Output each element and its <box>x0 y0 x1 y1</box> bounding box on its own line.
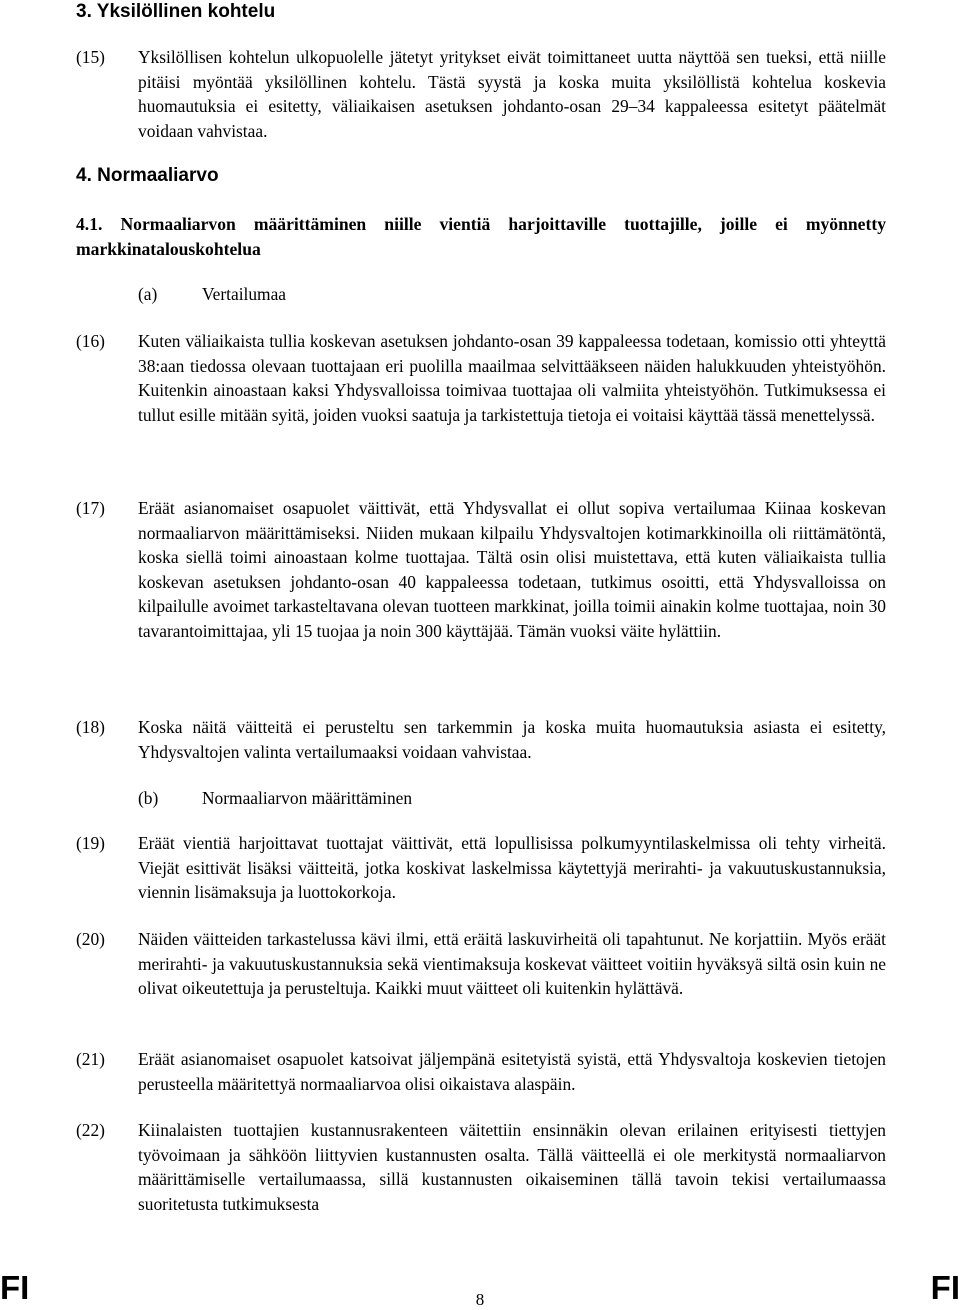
footer-language-left: FI <box>0 1269 30 1306</box>
paragraph-16 <box>76 329 886 427</box>
paragraph-text: Eräät asianomaiset osapuolet katsoivat jäljempänä esitetyistä syistä, että Yhdysvaltoja koskevien tietojen perusteella määritettyä normaaliarvoa olisi oikaistava alaspäin. <box>138 1049 886 1094</box>
paragraph-15 <box>76 45 886 143</box>
paragraph-text: Kiinalaisten tuottajien kustannusrakenteen väitettiin ensinnäkin olevan erilainen erityisesti tiettyjen työvoimaan ja sähköön liittyvien kustannusten osalta. Tällä väitteellä ei ole merkitystä normaaliarvon määrittämiselle vertailumaassa, sillä kustannusten oikaiseminen tällä tavoin tekisi vertailumaassa suoritetusta tutkimuksesta <box>138 1120 886 1214</box>
paragraph-number: (16) <box>76 331 105 351</box>
paragraph-17 <box>76 496 886 643</box>
footer-language-right: FI <box>930 1269 960 1306</box>
paragraph-number: (15) <box>76 47 105 67</box>
paragraph-18 <box>76 715 886 764</box>
paragraph-number: (21) <box>76 1049 105 1069</box>
paragraph-number: (18) <box>76 717 105 737</box>
paragraph-19 <box>76 831 886 905</box>
subsection-label: (a) <box>138 284 158 304</box>
paragraph-text: Kuten väliaikaista tullia koskevan asetuksen johdanto-osan 39 kappaleessa todetaan, komissio otti yhteyttä 38:aan tiedossa olevaan tuottajaan eri puolilla maailmaa selvittääkseen näiden halukkuuden yhteistyöhön. Kuitenkin ainoastaan kaksi Yhdysvalloissa toimivaa tuottajaa oli valmiita yhteistyöhön. Tutkimuksessa ei tullut esille mitään syitä, joiden vuoksi saatuja ja tarkistettuja tietoja ei voitaisi käyttää tässä menettelyssä. <box>138 331 886 425</box>
paragraph-text: Yksilöllisen kohtelun ulkopuolelle jätetyt yritykset eivät toimittaneet uutta näyttöä sen tueksi, että niille pitäisi myöntää yksilöllinen kohtelu. Tästä syystä ja koska muita yksilöllistä kohtelua koskevia huomautuksia ei esitetty, väliaikaisen asetuksen johdanto-osan 29–34 kappaleessa esitetyt päätelmät voidaan vahvistaa. <box>138 47 886 141</box>
section-3-heading: 3. Yksilöllinen kohtelu <box>76 1 276 22</box>
subsection-label: (b) <box>138 788 159 808</box>
paragraph-text: Koska näitä väitteitä ei perusteltu sen tarkemmin ja koska muita huomautuksia asiasta ei esitetty, Yhdysvaltojen valinta vertailumaaksi voidaan vahvistaa. <box>138 717 886 762</box>
paragraph-number: (22) <box>76 1120 105 1140</box>
subsection-title: Normaaliarvon määrittäminen <box>202 788 413 808</box>
paragraph-text: Näiden väitteiden tarkastelussa kävi ilmi, että eräitä laskuvirheitä oli tapahtunut. Ne korjattiin. Myös eräät merirahti- ja vakuutuskustannuksia sekä vientimaksuja koskevat väitteet voitiin hyväksyä siltä osin kuin ne olivat oikeutettuja ja perusteltuja. Kaikki muut väitteet oli kuitenkin hylättävä. <box>138 929 886 998</box>
paragraph-number: (17) <box>76 498 105 518</box>
paragraph-text: Eräät vientiä harjoittavat tuottajat väittivät, että lopullisissa polkumyyntilaskelmissa oli tehty virheitä. Viejät esittivät lisäksi väitteitä, jotka koskivat laskelmissa käytettyjä merirahti- ja vakuutuskustannuksia, viennin lisämaksuja ja luottokorkoja. <box>138 833 886 902</box>
section-4-heading: 4. Normaaliarvo <box>76 165 219 186</box>
page-number: 8 <box>475 1290 485 1309</box>
paragraph-22 <box>76 1118 886 1216</box>
paragraph-21 <box>76 1047 886 1096</box>
subsection-title: Vertailumaa <box>202 284 287 304</box>
section-4-1-heading: 4.1. Normaaliarvon määrittäminen niille vientiä harjoittaville tuottajille, joille ei myönnetty markkinatalouskohtelua <box>76 214 886 259</box>
paragraph-text: Eräät asianomaiset osapuolet väittivät, että Yhdysvallat ei ollut sopiva vertailumaa Kiinaa koskevan normaaliarvon määrittämiseksi. Niiden mukaan kilpailu Yhdysvaltojen kotimarkkinoilla oli riittämätöntä, koska siellä toimi ainoastaan kolme tuottajaa. Tältä osin olisi muistettava, että kuten väliaikaista tullia koskevan asetuksen johdanto-osan 40 kappaleessa todetaan, tutkimus osoitti, että Yhdysvalloissa on kilpailulle avoimet tarkasteltavana olevan tuotteen markkinat, joilla toimii ainakin kolme tuottajaa, noin 30 tavarantoimittajaa, yli 15 tuojaa ja noin 300 käyttäjää. Tämän vuoksi väite hylättiin. <box>138 498 886 641</box>
paragraph-20 <box>76 927 886 1001</box>
paragraph-number: (20) <box>76 929 105 949</box>
paragraph-number: (19) <box>76 833 105 853</box>
